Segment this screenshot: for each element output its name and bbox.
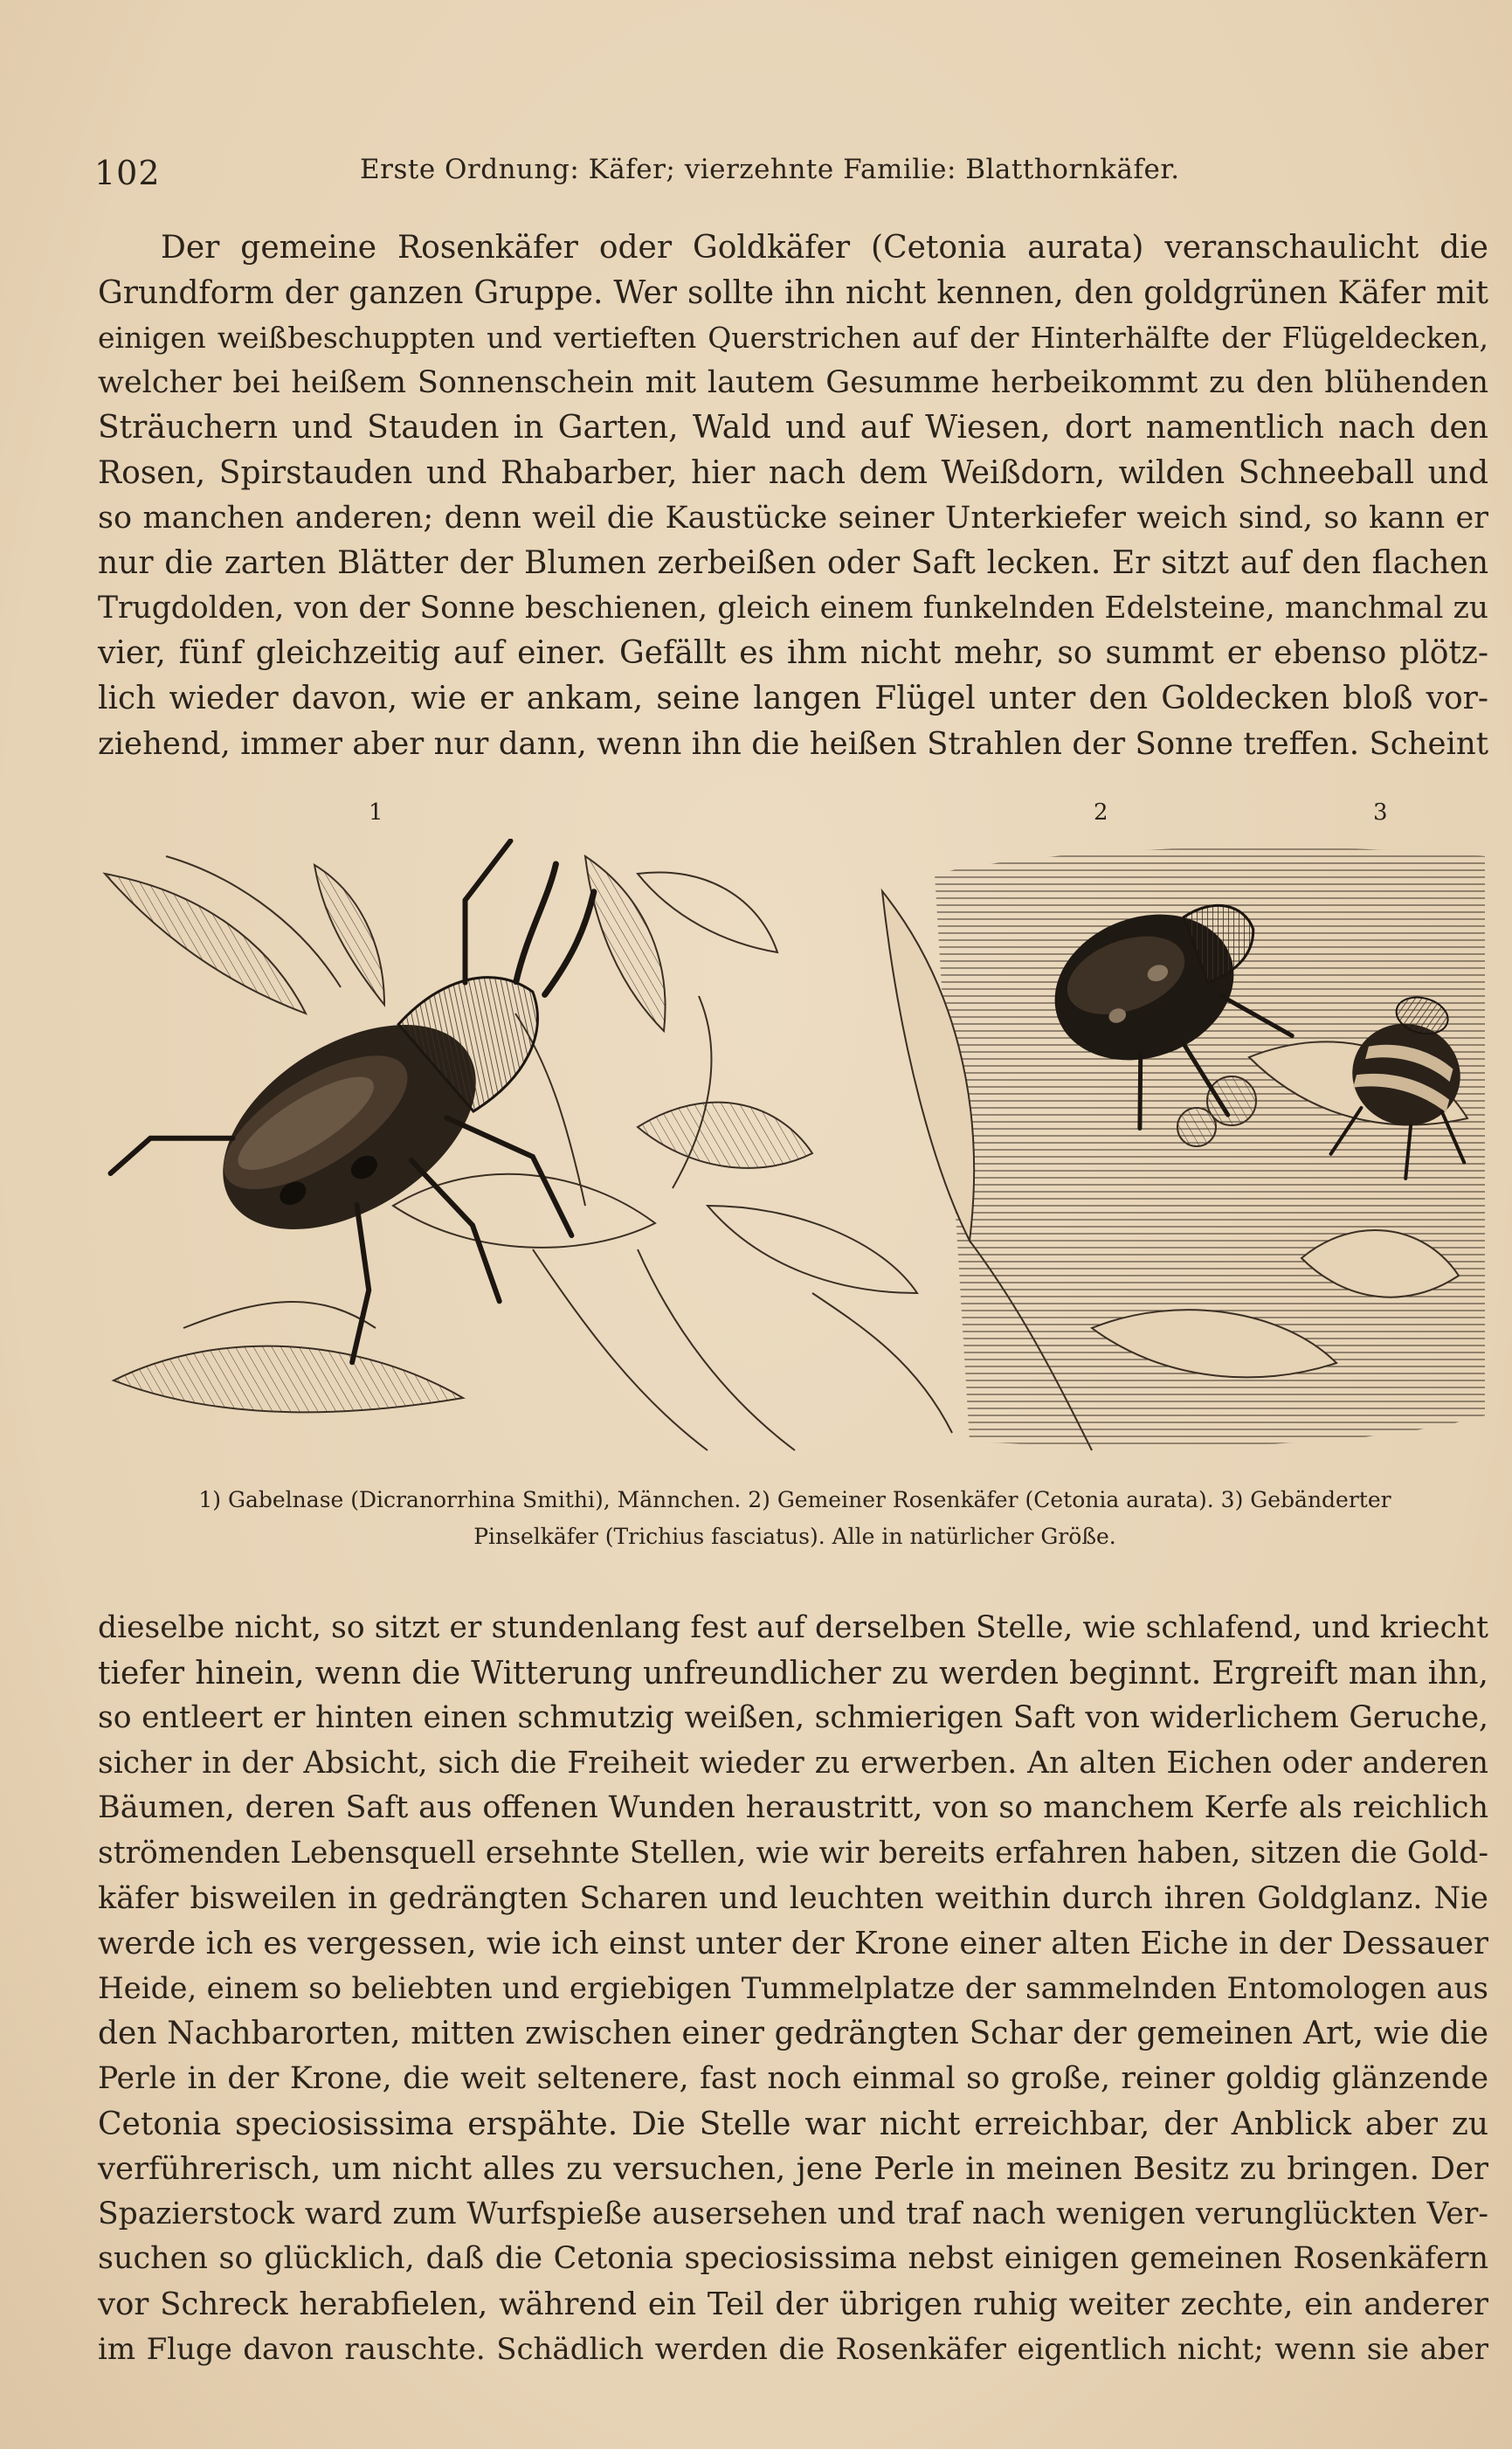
caption-line-2: Pinselkäfer (Trichius fasciatus). Alle in natürlicher Größe.	[473, 1524, 1116, 1549]
caption-line-1: 1) Gabelnase (Dicranorrhina Smithi), Männchen. 2) Gemeiner Rosenkäfer (Cetonia aurata). 3) Gebänderter	[198, 1487, 1391, 1512]
text-line: Spazierstock ward zum Wurfspieße ausersehen und traf nach wenigen verunglückten Ver-	[98, 2196, 1488, 2231]
running-head	[94, 150, 1483, 203]
paragraph-bottom	[98, 1606, 1488, 2372]
text-line: vier, fünf gleichzeitig auf einer. Gefällt es ihm nicht mehr, so summt er ebenso plötz-	[98, 635, 1488, 672]
text-line: vor Schreck herabfielen, während ein Teil der übrigen ruhig weiter zechte, ein anderer	[98, 2286, 1488, 2322]
text-line: so manchen anderen; denn weil die Kaustücke seiner Unterkiefer weich sind, so kann er	[98, 500, 1488, 536]
text-line: sicher in der Absicht, sich die Freiheit wieder zu erwerben. An alten Eichen oder anderen	[98, 1745, 1488, 1781]
engraving-illustration	[96, 839, 1494, 1468]
text-line: Sträuchern und Stauden in Garten, Wald und auf Wiesen, dort namentlich nach den	[98, 410, 1488, 446]
text-line: Perle in der Krone, die weit seltenere, fast noch einmal so große, reiner goldig glänzende	[98, 2060, 1488, 2096]
text-line: werde ich es vergessen, wie ich einst unter der Krone einer alten Eiche in der Dessauer	[98, 1926, 1488, 1962]
text-line: tiefer hinein, wenn die Witterung unfreundlicher zu werden beginnt. Ergreift man ihn,	[98, 1655, 1488, 1691]
text-line: Heide, einem so beliebten und ergiebigen Tummelplatze der sammelnden Entomologen aus	[98, 1970, 1488, 2006]
text-line: dieselbe nicht, so sitzt er stundenlang fest auf derselben Stelle, wie schlafend, und kriecht	[98, 1610, 1488, 1645]
paragraph-top	[98, 225, 1488, 766]
text-line: verführerisch, um nicht alles zu versuchen, jene Perle in meinen Besitz zu bringen. Der	[98, 2151, 1488, 2188]
text-line: im Fluge davon rauschte. Schädlich werden die Rosenkäfer eigentlich nicht; wenn sie aber	[98, 2331, 1488, 2367]
text-line: einigen weißbeschuppten und vertieften Querstrichen auf der Hinterhälfte der Flügeldecken,	[98, 321, 1488, 356]
beetle-engraving	[96, 839, 1494, 1468]
text-line: ziehend, immer aber nur dann, wenn ihn die heißen Strahlen der Sonne treffen. Scheint	[98, 725, 1488, 762]
figure-number-2: 2	[1094, 799, 1108, 826]
figure-number-3: 3	[1373, 799, 1388, 826]
text-line: Trugdolden, von der Sonne beschienen, gleich einem funkelnden Edelsteine, manchmal zu	[98, 590, 1488, 626]
text-line: suchen so glücklich, daß die Cetonia speciosissima nebst einigen gemeinen Rosenkäfern	[98, 2241, 1488, 2277]
text-line: den Nachbarorten, mitten zwischen einer gedrängten Schar der gemeinen Art, wie die	[98, 2016, 1488, 2052]
text-line: Der gemeine Rosenkäfer oder Goldkäfer (Cetonia aurata) veranschaulicht die	[161, 230, 1488, 266]
figure-number-1: 1	[369, 799, 383, 826]
header-title: Erste Ordnung: Käfer; vierzehnte Familie: Blatthornkäfer.	[360, 154, 1180, 185]
text-line: käfer bisweilen in gedrängten Scharen und leuchten weithin durch ihren Goldglanz. Nie	[98, 1880, 1488, 1916]
text-line: nur die zarten Blätter der Blumen zerbeißen oder Saft lecken. Er sitzt auf den flachen	[98, 545, 1488, 582]
text-line: Cetonia speciosissima erspähte. Die Stelle war nicht erreichbar, der Anblick aber zu	[98, 2106, 1488, 2142]
text-line: welcher bei heißem Sonnenschein mit lautem Gesumme herbeikommt zu den blühenden	[98, 364, 1488, 400]
figure-caption	[105, 1482, 1485, 1555]
text-line: Rosen, Spirstauden und Rhabarber, hier nach dem Weißdorn, wilden Schneeball und	[98, 454, 1488, 491]
text-line: strömenden Lebensquell ersehnte Stellen, wie wir bereits erfahren haben, sitzen die Gold-	[98, 1835, 1488, 1871]
text-line: lich wieder davon, wie er ankam, seine langen Flügel unter den Goldecken bloß vor-	[98, 680, 1488, 716]
text-line: Bäumen, deren Saft aus offenen Wunden heraustritt, von so manchem Kerfe als reichlich	[98, 1790, 1488, 1826]
text-line: so entleert er hinten einen schmutzig weißen, schmierigen Saft von widerlichem Geruche,	[98, 1700, 1488, 1736]
page-number: 102	[94, 154, 161, 192]
text-line: Grundform der ganzen Gruppe. Wer sollte ihn nicht kennen, den goldgrünen Käfer mit	[98, 274, 1488, 311]
